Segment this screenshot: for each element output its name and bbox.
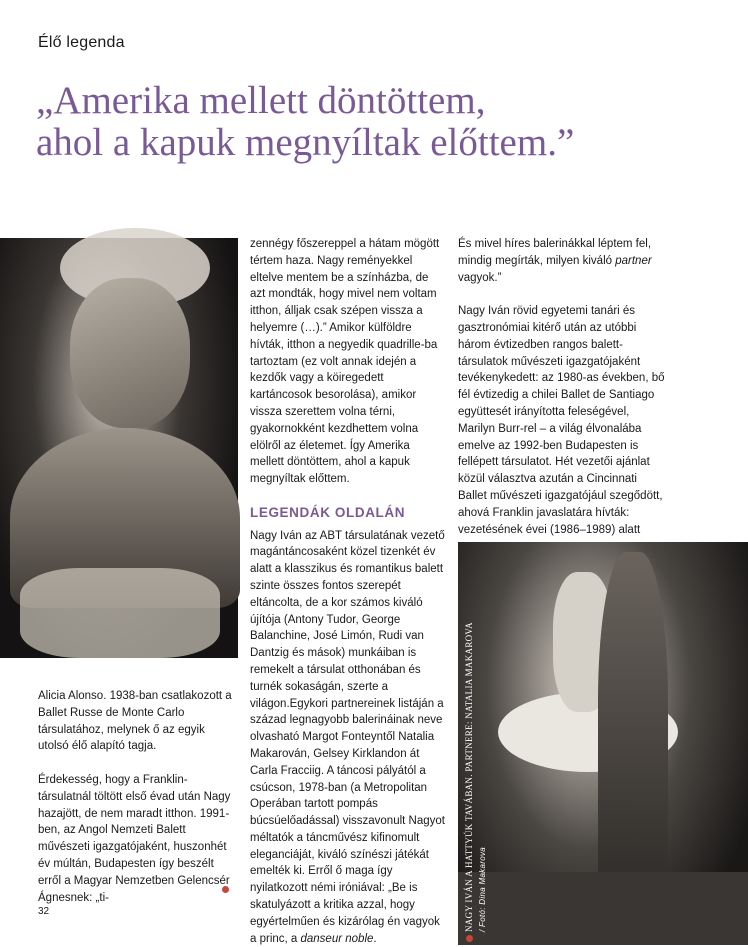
caption-text: NAGY IVÁN A BAJADÉRBAN [220,756,230,883]
caption-credit: / Fotó: Max Waldman [221,668,230,751]
page-number: 32 [38,906,50,917]
paragraph-3a [458,236,668,286]
paragraph-3b: Nagy Iván rövid egyetemi tanári és gasztronómiai kitérő után az utóbbi három évtizedben rangos balett-társulatok művészeti igazgatójaként tevékenykedett: az 1980-as években, bő fél évtizedig a chilei Ballet de Santiago együttesét irányította feleségével, Marilyn Burr-rel – a világ élvonalába emelve az 1992-ben Budapesten is fellépett társulatot. Hét vezetői ajánlat közül választva azután a Cincinnati Ballet művészeti igazgatójául szegődött, ahová Franklin javaslatára hívták: vezetésének évei (1986–1989) alatt [458,305,665,536]
text-column-3 [458,236,668,538]
headline-line-2: ahol a kapuk megnyíltak előttem.” [36,121,575,164]
caption-text-2: NAGY IVÁN A HATTYÚK TAVÁBAN. PARTNERE: NATALIA MAKAROVA [464,622,474,932]
paragraph: zennégy főszereppel a hátam mögött tértem haza. Nagy reményekkel eltelve mentem be a színházba, de azt mondták, hogy mivel nem voltam itthon, álljak csak szépen vissza a helyemre (…).” Amikor külföldre hívták, itthon a negyedik quadrille-ba tartoztam (ez volt annak idején a kezdők vagy a köiregedett kartáncosok besorolása), amikor vissza szerettem volna térni, gyakornokként kezdhettem volna elölről az életemet. Így Amerika mellett döntöttem, ahol a kapuk megnyíltak előttem. [250,238,440,486]
emphasis-text: danseur noble [300,932,374,945]
costume-shape [20,568,220,658]
emphasis-text: partner [615,254,652,267]
paragraph-text: És mivel híres balerinákkal léptem fel, mindig megírták, milyen kiváló [458,238,652,267]
paragraph-end: vagyok.” [458,271,502,284]
text-column-2 [250,236,446,947]
paragraph-1b: Érdekesség, hogy a Franklin-társulatnál töltött első évad után Nagy hazajött, de nem maradt itthon. 1991-ben, az Angol Nemzeti Balett művészeti igazgatójaként, huszonhét év múltán, Budapesten így beszélt erről a Magyar Nemzetben Gelencsér Ágnesnek: „ti- [38,773,231,904]
photo-swan-lake [458,542,748,945]
headline-line-1: „Amerika mellett döntöttem, [36,79,486,122]
floor-shape [458,872,748,945]
photo-credit-2 [477,847,487,942]
paragraph-1a: Alicia Alonso. 1938-ban csatlakozott a Ballet Russe de Monte Carlo társulatához, melynek ő az egyik utolsó élő alapító tagja. [38,690,232,753]
text-column-1 [38,688,238,906]
face-shape [70,278,190,428]
paragraph-2 [250,528,446,947]
subheading: LEGENDÁK OLDALÁN [250,504,406,520]
paragraph-text: Nagy Iván az ABT társulatának vezető magántáncosaként közel tizenkét év alatt a klasszikus és romantikus balett szinte összes fontos szerepét eltáncolta, de a kor számos kiváló újítója (Antony Tudor, George Balanchine, José Limón, Rudi van Dantzig és mások) munkáiban is remekelt a társulat otthonában és turnék sokaságán, szerte a világon.Egykori partnereinek listáján a század legnagyobb balerináinak neve olvasható Margot Fonteyntől Natalia Makarován, Gelsey Kirklandon át Carla Fracciig. A táncosi pályától a csúcson, 1978-ban (a Metropolitan Operában tartott pompás búcsúelőadással) visszavonult Nagyot méltatók a táncművész kifinomult eleganciáját, kiváló színészi játékát emelték ki. Erről ő maga így nyilatkozott némi iróniával: „Be is skatulyázott a kritika azzal, hogy egyértelműen és kizárólag én vagyok a princ, a [250,529,445,945]
paragraph-end: . [373,932,377,945]
partner-figure-shape [598,552,668,922]
section-label: Élő legenda [38,34,125,51]
caption-credit-2: / Fotó: Dina Makarova [478,847,487,932]
photo-caption-2 [464,622,474,942]
headline [36,80,726,164]
caption-marker-icon-2 [466,935,473,942]
